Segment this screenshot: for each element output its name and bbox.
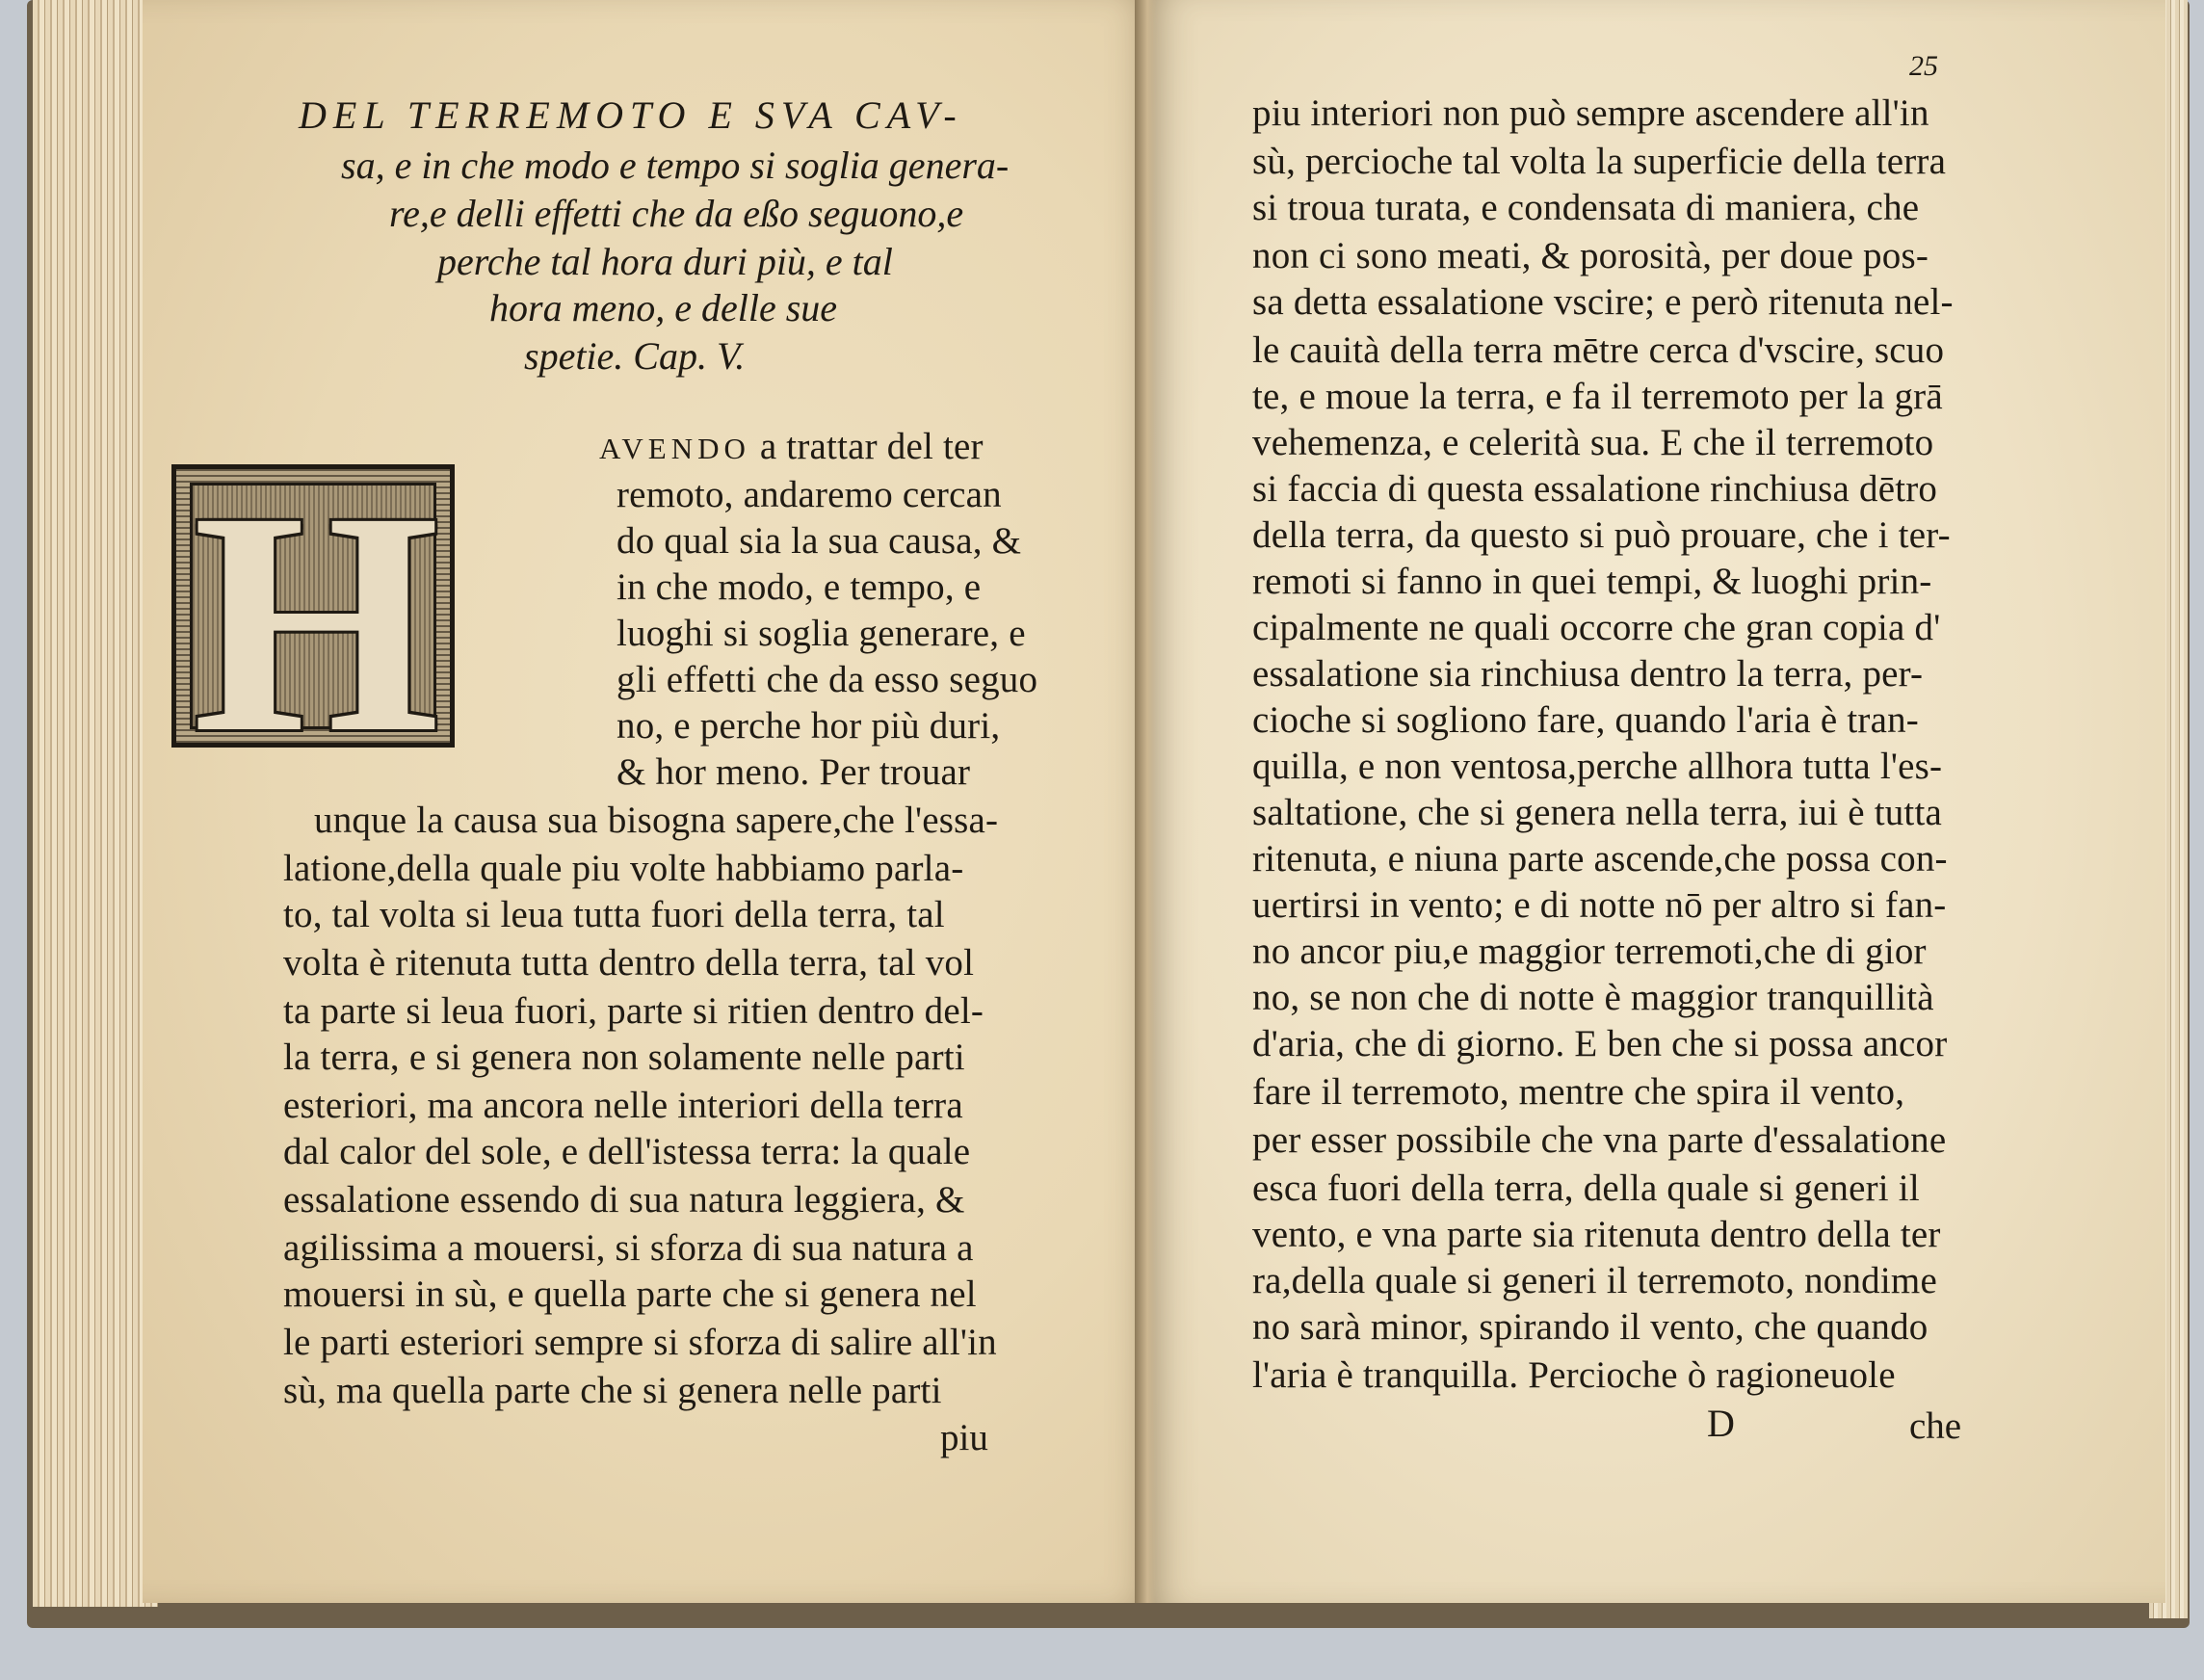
body-line: no ancor piu,e maggior terremoti,che di gior [1252,931,1927,972]
first-word: AVENDO [599,432,750,465]
body-line: per esser possibile che vna parte d'essalatione [1252,1119,1947,1161]
body-line: non ci sono meati, & porosità, per doue pos- [1252,235,1929,276]
body-line: d'aria, che di giorno. E ben che si possa ancor [1252,1023,1948,1064]
body-line: saltatione, che si genera nella terra, iui è tutta [1252,792,1943,833]
body-line: le cauità della terra mētre cerca d'vscire, scuo [1252,329,1945,371]
title-line-3: re,e delli effetti che da eßo seguono,e [389,192,964,235]
indented-line: luoghi si soglia generare, e [617,613,1026,654]
body-line: cipalmente ne quali occorre che gran copia d' [1252,607,1941,648]
body-line: vento, e vna parte sia ritenuta dentro della ter [1252,1214,1941,1255]
title-line-6: spetie. Cap. V. [524,334,746,378]
body-line: to, tal volta si leua tutta fuori della terra, tal [283,894,945,935]
body-line: essalatione essendo di sua natura leggiera, & [283,1179,965,1221]
body-line: essalatione sia rinchiusa dentro la terra, per- [1252,653,1924,695]
first-line [599,424,984,472]
body-line: si troua turata, e condensata di maniera, che [1252,187,1920,228]
body-line: la terra, e si genera non solamente nelle parti [283,1037,965,1078]
body-line: esteriori, ma ancora nelle interiori della terra [283,1085,963,1126]
left-catchword: piu [940,1417,988,1458]
body-line: vehemenza, e celerità sua. E che il terremoto [1252,422,1934,463]
body-line: si faccia di questa essalatione rinchiusa dētro [1252,468,1938,510]
book-gutter [1135,0,1156,1603]
body-line: te, e moue la terra, e fa il terremoto per la grā [1252,376,1943,417]
title-line-4: perche tal hora duri più, e tal [437,240,893,283]
body-line: sù, ma quella parte che si genera nelle parti [283,1370,942,1411]
indented-line: do qual sia la sua causa, & [617,520,1022,562]
body-line: cioche si sogliono fare, quando l'aria è tran- [1252,699,1919,741]
body-line: l'aria è tranquilla. Percioche ò ragioneuole [1252,1354,1896,1396]
title-line-2: sa, e in che modo e tempo si soglia genera- [341,144,1010,187]
right-catchword: che [1909,1405,1962,1447]
body-line: no sarà minor, spirando il vento, che quando [1252,1306,1928,1348]
body-line: no, se non che di notte è maggior tranquillità [1252,977,1934,1018]
indented-line: gli effetti che da esso seguo [617,659,1038,700]
body-line: le parti esteriori sempre si sforza di salire all'in [283,1322,997,1363]
initial-engraving [190,447,440,799]
indented-line: no, e perche hor più duri, [617,705,1001,747]
body-line: della terra, da questo si può prouare, che i ter- [1252,514,1951,556]
decorated-initial [171,447,455,799]
body-line: fare il terremoto, mentre che spira il vento, [1252,1071,1905,1113]
body-line: agilissima a mouersi, si sforza di sua natura a [283,1227,974,1269]
body-line: ra,della quale si generi il terremoto, nondime [1252,1260,1937,1301]
first-line-rest: a trattar del ter [759,426,984,467]
initial-letter: H [193,447,440,799]
body-line: latione,della quale piu volte habbiamo parla- [283,848,964,889]
page-edges-left [33,0,158,1607]
body-line: uertirsi in vento; e di notte nō per altro si fan- [1252,884,1947,926]
body-line: sù, percioche tal volta la superficie della terra [1252,141,1947,182]
body-line: ta parte si leua fuori, parte si ritien dentro del- [283,990,984,1032]
body-line: dal calor del sole, e dell'istessa terra: la quale [283,1131,971,1172]
body-line: volta è ritenuta tutta dentro della terra, tal vol [283,942,975,984]
body-line: esca fuori della terra, della quale si generi il [1252,1168,1920,1209]
body-line: piu interiori non può sempre ascendere all'in [1252,92,1929,134]
title-line-1: DEL TERREMOTO E SVA CAV- [299,93,963,137]
body-line: unque la causa sua bisogna sapere,che l'essa- [314,800,999,841]
indented-line: in che modo, e tempo, e [617,566,982,608]
indented-line: remoto, andaremo cercan [617,474,1002,515]
body-line: sa detta essalatione vscire; e però ritenuta nel- [1252,281,1954,323]
body-line: quilla, e non ventosa,perche allhora tutta l'es- [1252,746,1943,787]
signature-mark: D [1707,1402,1735,1445]
body-line: ritenuta, e niuna parte ascende,che possa con- [1252,838,1948,879]
page-number: 25 [1909,50,1938,82]
title-line-5: hora meno, e delle sue [489,286,838,329]
body-line: remoti si fanno in quei tempi, & luoghi prin- [1252,561,1932,602]
indented-line: & hor meno. Per trouar [617,751,971,793]
body-line: mouersi in sù, e quella parte che si genera nel [283,1273,977,1315]
